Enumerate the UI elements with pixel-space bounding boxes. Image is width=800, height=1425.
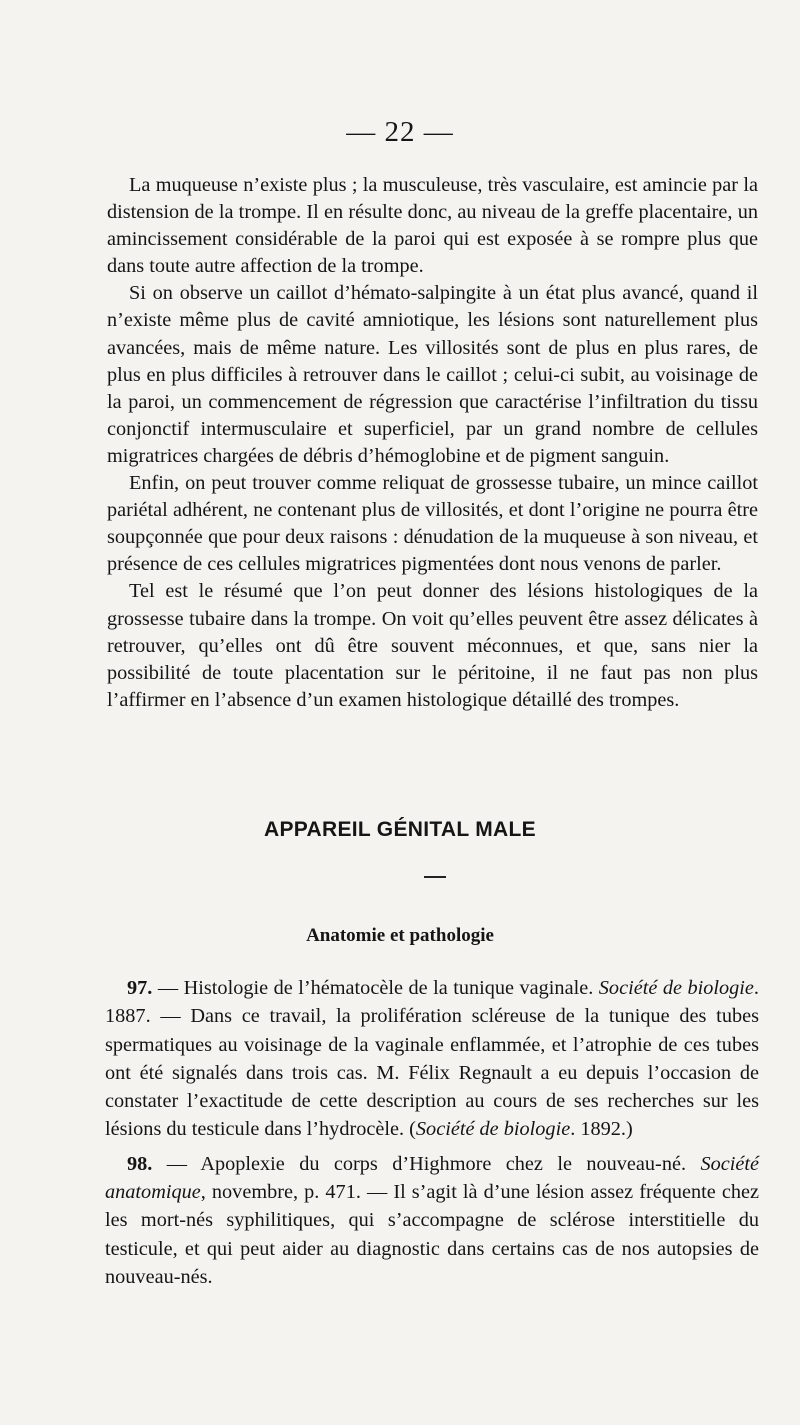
entry-number: 97. — [127, 977, 153, 999]
entry-text: , novembre, p. 471. — Il s’agit là d’une lésion assez fréquente chez les mort-nés syphilitiques, qui s’accompagne de sclérose interstitielle du testicule, et qui peut aider au diagnostic dans certains cas de nos autopsies de nouveau-nés. — [105, 1181, 759, 1288]
page-number: — 22 — — [346, 116, 454, 148]
entry-number: 98. — [127, 1152, 153, 1175]
bibliography-entries — [105, 974, 759, 1297]
entry-text: — Histologie de l’hématocèle de la tunique vaginale. — [152, 977, 599, 999]
subsection-title: Anatomie et pathologie — [306, 925, 494, 946]
paragraph: Tel est le résumé que l’on peut donner des lésions histologiques de la grossesse tubaire dans la trompe. On voit qu’elles peuvent être assez délicates à retrouver, qu’elles ont dû être souvent méconnues, et que, sans nier la possibilité de toute placentation sur le péritoine, il ne faut pas non plus l’affirmer en l’absence d’un examen histologique détaillé des trompes. — [107, 580, 758, 711]
body-text — [107, 172, 758, 714]
journal-name: Société de biologie — [415, 1118, 571, 1141]
paragraph: La muqueuse n’existe plus ; la musculeuse, très vasculaire, est amincie par la distension de la trompe. Il en résulte donc, au niveau de la greffe placentaire, un amincissement considérable de la paroi qui est exposée à se rompre plus que dans toute autre affection de la trompe. — [107, 174, 758, 278]
entry-text: . 1887. — Dans ce travail, la prolifération scléreuse de la tunique des tubes spermatiques au voisinage de la vaginale enflammée, et l’atrophie de ces tubes ont été signalés dans trois cas. M. Félix Regnault a eu depuis l’occasion de constater l’exactitude de cette description au cours de ses recherches sur les lésions du testicule dans l’hydrocèle. ( — [105, 977, 759, 1141]
paragraph: Si on observe un caillot d’hémato-salpingite à un état plus avancé, quand il n’existe même plus de cavité amniotique, les lésions sont naturellement plus avancées, mais de même nature. Les villosités sont de plus en plus rares, de plus en plus difficiles à retrouver dans le caillot ; celui-ci subit, au voisinage de la paroi, un commencement de régression que caractérise l’infiltration du tissu conjonctif intermusculaire et superficiel, par un grand nombre de cellules migratrices chargées de débris d’hémoglobine et de pigment sanguin. — [107, 282, 758, 467]
section-title: APPAREIL GÉNITAL MALE — [264, 818, 536, 841]
journal-name: Société anatomique — [105, 1152, 759, 1204]
paragraph: Enfin, on peut trouver comme reliquat de grossesse tubaire, un mince caillot pariétal adhérent, ne contenant plus de villosités, et dont l’origine ne pourra être soupçonnée que pour deux raisons : dénudation de la muqueuse à son niveau, et présence de ces cellules migratrices pigmentées dont nous venons de parler. — [107, 472, 758, 576]
title-rule — [424, 876, 446, 878]
journal-name: Société de biologie — [598, 977, 754, 999]
entry-text: — Apoplexie du corps d’Highmore chez le nouveau-né. — [152, 1152, 701, 1175]
entry-text: . 1892.) — [570, 1118, 633, 1141]
bibliography-entry — [105, 1150, 759, 1291]
bibliography-entry — [105, 974, 759, 1144]
